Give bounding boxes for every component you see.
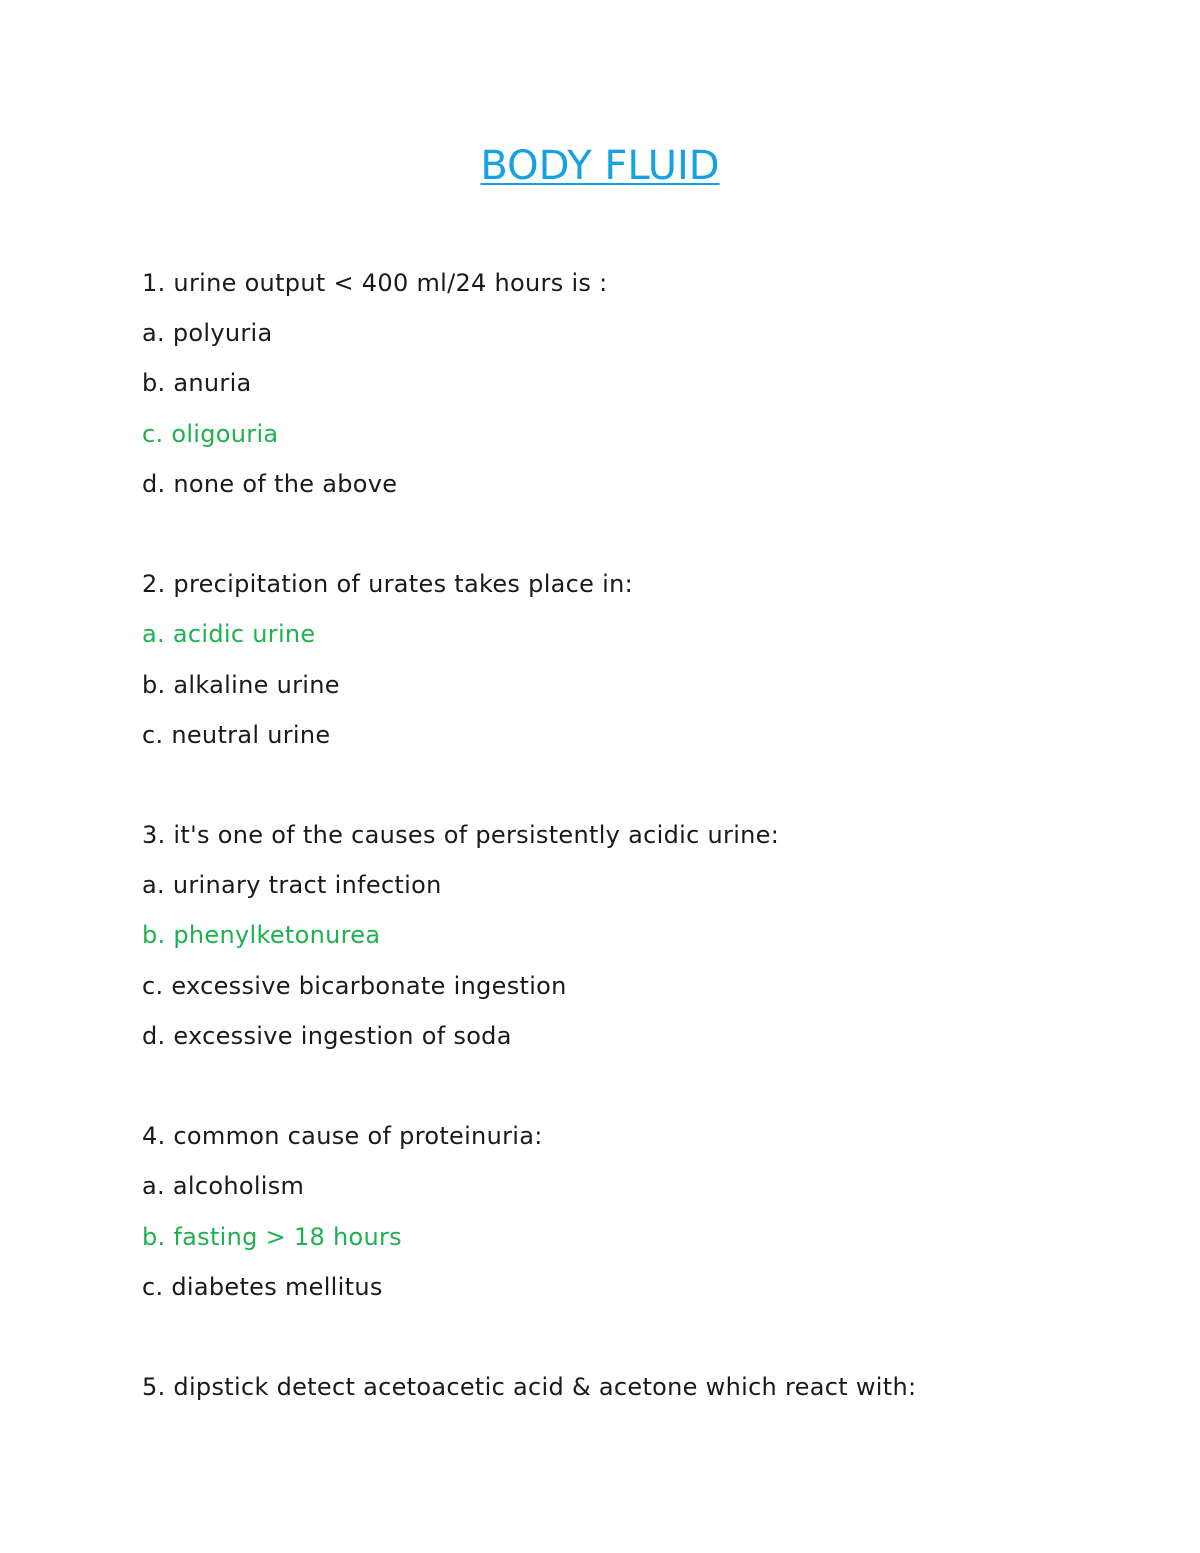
answer-option: a. alcoholism [142,1172,305,1201]
question-block [142,1362,1142,1412]
question-spacer [142,760,1142,810]
question-block [142,559,1142,810]
answer-option: c. diabetes mellitus [142,1272,383,1301]
question-text: 4. common cause of proteinuria: [142,1122,543,1151]
question-spacer [142,1061,1142,1111]
answer-option: a. urinary tract infection [142,871,442,900]
answer-option: a. polyuria [142,319,273,348]
question-block [142,810,1142,1111]
question-spacer [142,1312,1142,1362]
answer-option: d. excessive ingestion of soda [142,1021,512,1050]
quiz-list [142,258,1142,1412]
question-spacer [142,509,1142,559]
answer-option: c. excessive bicarbonate ingestion [142,971,567,1000]
answer-option-correct: c. oligouria [142,419,279,448]
answer-option-correct: b. fasting > 18 hours [142,1222,402,1251]
answer-option: b. alkaline urine [142,670,340,699]
answer-option: c. neutral urine [142,720,331,749]
question-block [142,258,1142,559]
question-text: 3. it's one of the causes of persistently acidic urine: [142,821,780,850]
question-text: 1. urine output < 400 ml/24 hours is : [142,269,608,297]
answer-option-correct: a. acidic urine [142,620,316,649]
question-block [142,1111,1142,1362]
document-title [0,140,1200,192]
document-title-text: BODY FLUID [480,143,720,189]
answer-option-correct: b. phenylketonurea [142,921,381,950]
question-text: 5. dipstick detect acetoacetic acid & acetone which react with: [142,1373,917,1402]
answer-option: b. anuria [142,369,252,398]
question-text: 2. precipitation of urates takes place in: [142,570,634,599]
answer-option: d. none of the above [142,469,398,498]
